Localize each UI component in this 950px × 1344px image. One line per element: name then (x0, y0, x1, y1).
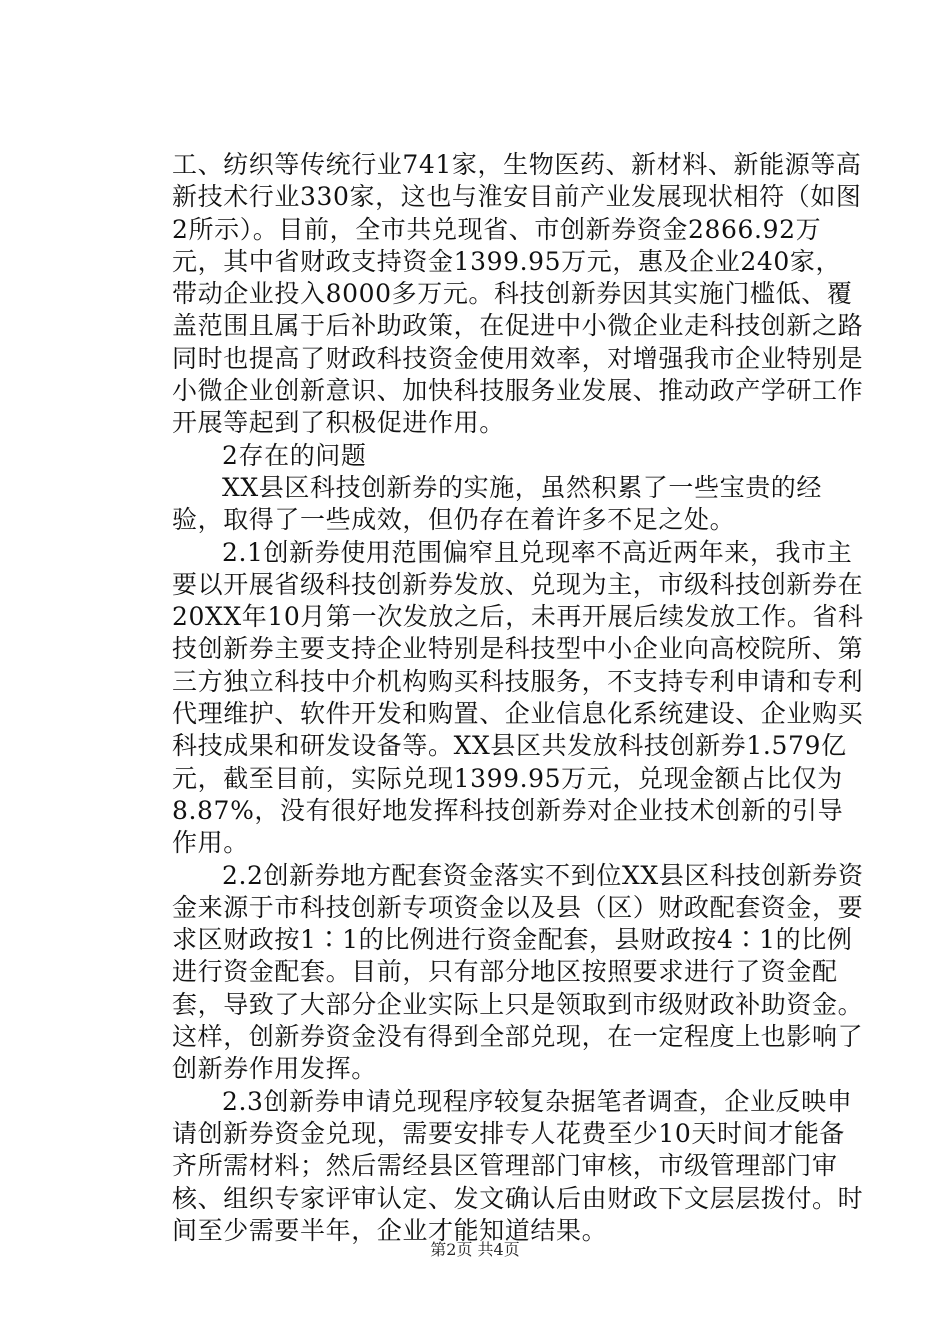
document-body (172, 149, 864, 1247)
paragraph-2-3: 2.3创新券申请兑现程序较复杂据笔者调查，企业反映申请创新券资金兑现，需要安排专人花费至少10天时间才能备齐所需材料；然后需经县区管理部门审核，市级管理部门审核、组织专家评审认定、发文确认后由财政下文层层拨付。时间至少需要半年，企业才能知道结果。 (172, 1086, 864, 1245)
section-heading: 2存在的问题 (222, 440, 367, 470)
paragraph-intro: XX县区科技创新券的实施，虽然积累了一些宝贵的经验，取得了一些成效，但仍存在着许多不足之处。 (172, 472, 822, 535)
page-footer: 第2页 共4页 (430, 1240, 520, 1259)
paragraph-2-2: 2.2创新券地方配套资金落实不到位XX县区科技创新券资金来源于市科技创新专项资金以及县（区）财政配套资金，要求区财政按1∶1的比例进行资金配套，县财政按4∶1的比例进行资金配套。目前，只有部分地区按照要求进行了资金配套，导致了大部分企业实际上只是领取到市级财政补助资金。这样，创新券资金没有得到全部兑现，在一定程度上也影响了创新券作用发挥。 (172, 860, 864, 1084)
paragraph-2-1: 2.1创新券使用范围偏窄且兑现率不高近两年来，我市主要以开展省级科技创新券发放、兑现为主，市级科技创新券在20XX年10月第一次发放之后，未再开展后续发放工作。省科技创新券主要支持企业特别是科技型中小企业向高校院所、第三方独立科技中介机构购买科技服务，不支持专利申请和专利代理维护、软件开发和购置、企业信息化系统建设、企业购买科技成果和研发设备等。XX县区共发放科技创新券1.579亿元，截至目前，实际兑现1399.95万元，兑现金额占比仅为8.87%，没有很好地发挥科技创新券对企业技术创新的引导作用。 (172, 537, 864, 858)
paragraph-continuation: 工、纺织等传统行业741家，生物医药、新材料、新能源等高新技术行业330家，这也与淮安目前产业发展现状相符（如图2所示）。目前，全市共兑现省、市创新券资金2866.92万元，其中省财政支持资金1399.95万元，惠及企业240家，带动企业投入8000多万元。科技创新券因其实施门槛低、覆盖范围且属于后补助政策，在促进中小微企业走科技创新之路同时也提高了财政科技资金使用效率，对增强我市企业特别是小微企业创新意识、加快科技服务业发展、推动政产学研工作开展等起到了积极促进作用。 (172, 150, 864, 438)
